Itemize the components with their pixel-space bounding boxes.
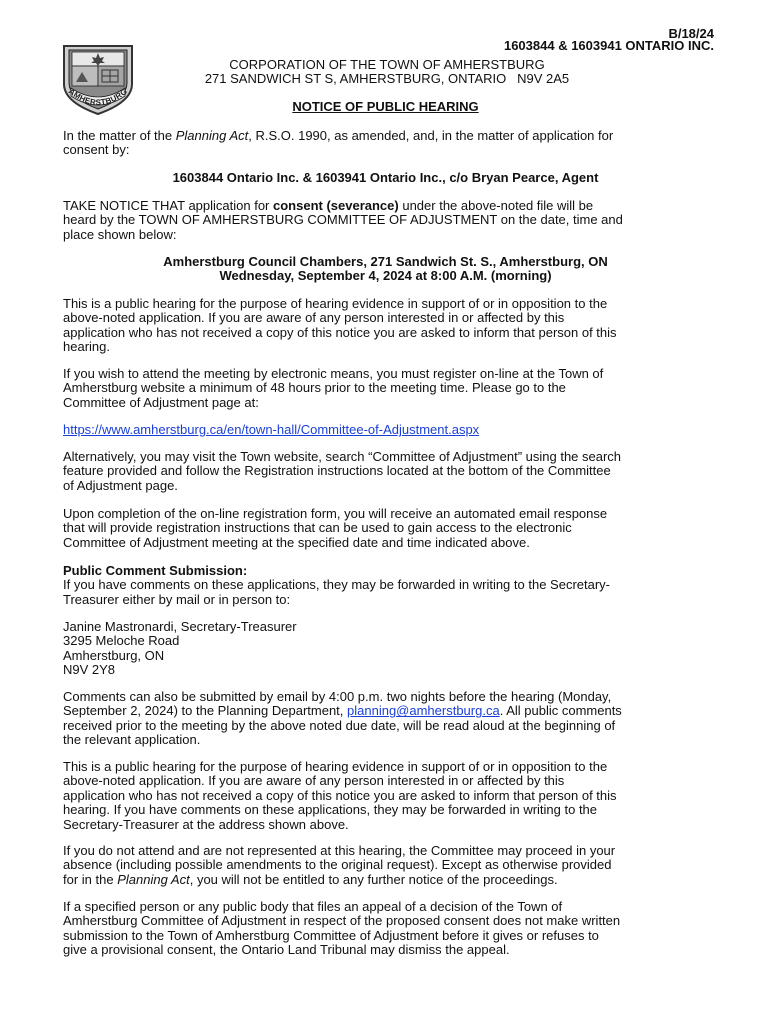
committee-url-line [63,423,708,437]
hearing-date: Wednesday, September 4, 2024 at 8:00 A.M. (morning) [219,268,552,284]
notice-title: NOTICE OF PUBLIC HEARING [292,99,479,114]
intro-paragraph: In the matter of the Planning Act, R.S.O. 1990, as amended, and, in the matter of application for consent by: [63,128,614,158]
public-comment-section: Public Comment Submission: If you have comments on these applications, they may be forwarded in writing to the Secretary- Treasurer either by mail or in person to: [63,564,708,607]
contact-name: Janine Mastronardi, Secretary-Treasurer [63,619,297,634]
applicant-short-name: 1603844 & 1603941 ONTARIO INC. [503,38,714,53]
alternatively-paragraph: Alternatively, you may visit the Town website, search “Committee of Adjustment” using the search feature provided and follow the Registration instructions located at the bottom of the Committee of Adjustment page. [63,449,622,493]
consent-type: consent (severance) [273,198,399,213]
mailing-address: Janine Mastronardi, Secretary-Treasurer 3295 Meloche Road Amherstburg, ON N9V 2Y8 [63,620,708,678]
file-number: B/18/24 [668,26,714,41]
registration-paragraph: Upon completion of the on-line registration form, you will receive an automated email response that will provide registration instructions that can be used to gain access to the electronic Committee of Adjustment meeting at the specified date and time indicated above. [63,506,608,550]
planning-act-ref-2: Planning Act [117,871,190,887]
absence-paragraph: If you do not attend and are not represented at this hearing, the Committee may proceed in your absence (including possible amendments to the original request). Except as otherwise provided for in the Planning Act, you will not be entitled to any further notice of the proceedings. [63,843,616,887]
public-hearing-paragraph-2: This is a public hearing for the purpose of hearing evidence in support of or in opposition to the above-noted application. If you are aware of any person interested in or affected by this application who has not received a copy of this notice you are asked to inform that person of this hearing. If you have comments on these applications, they may be forwarded in writing to the Secretary-Treasurer at the address shown above. [63,759,617,832]
appeal-paragraph: If a specified person or any public body that files an appeal of a decision of the Town of Amherstburg Committee of Adjustment in respect of the proposed consent does not make written submission to the Town of Amherstburg Committee of Adjustment before it gives or refuses to give a provisional consent, the Ontario Land Tribunal may dismiss the appeal. [63,899,621,958]
committee-of-adjustment-link[interactable]: https://www.amherstburg.ca/en/town-hall/Committee-of-Adjustment.aspx [63,422,480,437]
planning-email-link[interactable]: planning@amherstburg.ca [347,703,500,719]
take-notice-paragraph: TAKE NOTICE THAT application for consent (severance) under the above-noted file will be heard by the TOWN OF AMHERSTBURG COMMITTEE OF ADJUSTMENT on the date, time and place shown below: [63,198,623,242]
corporation-header [140,58,634,87]
corporation-address: 271 SANDWICH ST S, AMHERSTBURG, ONTARIO N9V 2A5 [204,71,570,87]
electronic-attendance-paragraph: If you wish to attend the meeting by electronic means, you must register on-line at the Town of Amherstburg website a minimum of 48 hours prior to the meeting time. Please go to the Committee of Adjustment page at: [63,366,604,410]
postal-code: N9V 2Y8 [63,662,116,678]
planning-act-ref: Planning Act [175,128,249,143]
corporation-name: CORPORATION OF THE TOWN OF AMHERSTBURG [229,57,545,72]
svg-text:AMHERSTBURG: AMHERSTBURG [66,86,130,108]
hearing-location-date [63,255,708,284]
hearing-location: Amherstburg Council Chambers, 271 Sandwich St. S., Amherstburg, ON [163,254,608,269]
public-comment-heading: Public Comment Submission: [63,563,248,578]
email-submission-paragraph: Comments can also be submitted by email by 4:00 p.m. two nights before the hearing (Monday, September 2, 2024) to the Planning Department, planning@amherstburg.ca. All public comments received prior to the meeting by the above noted due date, will be read aloud at the beginning of the relevant application. [63,689,622,748]
public-hearing-paragraph-1: This is a public hearing for the purpose of hearing evidence in support of or in opposition to the above-noted application. If you are aware of any person interested in or affected by this application who has not received a copy of this notice you are asked to inform that person of this hearing. [63,296,617,355]
applicant-line: 1603844 Ontario Inc. & 1603941 Ontario Inc., c/o Bryan Pearce, Agent [172,170,599,185]
